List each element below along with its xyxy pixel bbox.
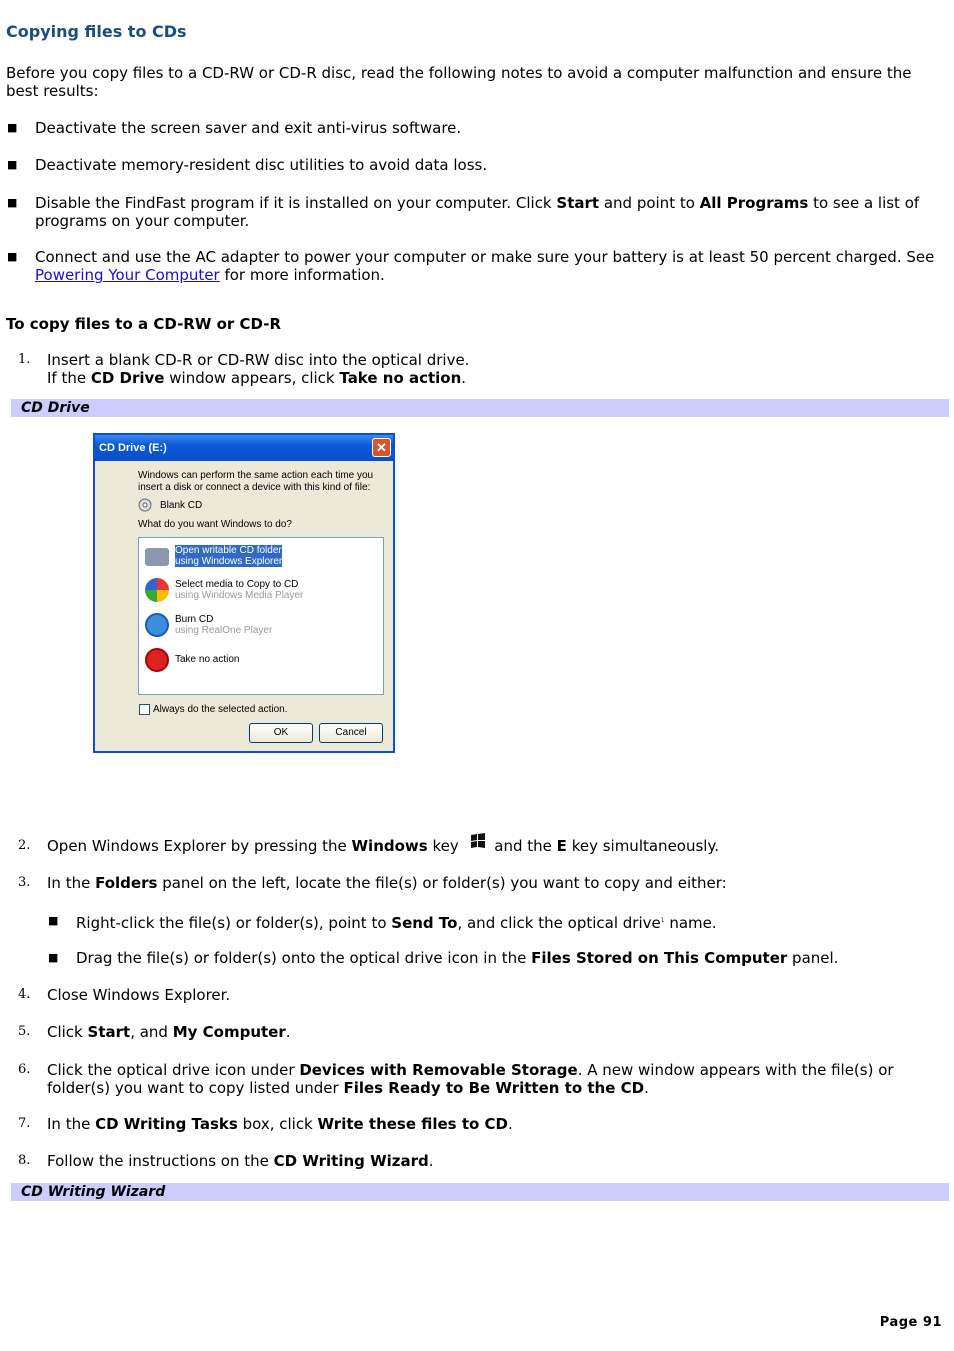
step-3: In the Folders panel on the left, locate the file(s) or folder(s) you want to copy and either: xyxy=(47,874,727,892)
always-checkbox xyxy=(139,704,150,715)
step-number: 3. xyxy=(18,875,31,890)
note-2: Deactivate memory-resident disc utilities to avoid data loss. xyxy=(35,156,488,174)
step-7: In the CD Writing Tasks box, click Write these files to CD. xyxy=(47,1115,513,1133)
step-1: Insert a blank CD-R or CD-RW disc into the optical drive. If the CD Drive window appears, click Take no action. xyxy=(47,351,470,387)
step-2: Open Windows Explorer by pressing the Windows key and the E key simultaneously. xyxy=(47,837,719,855)
cd-icon xyxy=(138,498,156,512)
dialog-title-bar: CD Drive (E:) xyxy=(95,435,393,461)
note-3: Disable the FindFast program if it is installed on your computer. Click Start and point to All Programs to see a list of programs on your computer. xyxy=(35,194,920,230)
intro-paragraph: Before you copy files to a CD-RW or CD-R disc, read the following notes to avoid a computer malfunction and ensure the best results: xyxy=(6,64,912,100)
step-6: Click the optical drive icon under Devices with Removable Storage. A new window appears with the file(s) or folder(s) you want to copy listed under Files Ready to Be Written to the CD. xyxy=(47,1061,894,1097)
page-title: Copying files to CDs xyxy=(6,22,187,41)
note-4: Connect and use the AC adapter to power your computer or make sure your battery is at least 50 percent charged. See Powering Your Computer for more information. xyxy=(35,248,935,284)
dialog-description: Windows can perform the same action each time you insert a disk or connect a device with this kind of file: xyxy=(138,470,374,493)
bullet-icon: ■ xyxy=(48,914,59,927)
action-list: Open writable CD folder using Windows Explorer Select media to Copy to CD using Windows Media Player Burn CD using RealOne Player Take no action xyxy=(138,537,384,695)
dialog-question: What do you want Windows to do? xyxy=(138,519,292,530)
media-player-icon xyxy=(145,578,169,602)
cd-drive-dialog-screenshot xyxy=(93,433,395,753)
step-number: 4. xyxy=(18,987,31,1002)
step-5: Click Start, and My Computer. xyxy=(47,1023,291,1041)
always-label: Always do the selected action. xyxy=(153,704,288,715)
realone-icon xyxy=(145,613,169,637)
content-type-label: Blank CD xyxy=(160,500,203,511)
step-number: 5. xyxy=(18,1024,31,1039)
step-number: 1. xyxy=(18,352,31,367)
step-8: Follow the instructions on the CD Writing Wizard. xyxy=(47,1152,434,1170)
ok-button: OK xyxy=(249,723,313,743)
caption-bar-cd-drive: CD Drive xyxy=(11,399,949,417)
note-1: Deactivate the screen saver and exit anti-virus software. xyxy=(35,119,462,137)
caption-bar-cd-writing-wizard: CD Writing Wizard xyxy=(11,1183,949,1201)
step-number: 7. xyxy=(18,1116,31,1131)
folder-icon xyxy=(145,548,169,566)
step-4: Close Windows Explorer. xyxy=(47,986,231,1004)
step-3-option-2: Drag the file(s) or folder(s) onto the optical drive icon in the Files Stored on This Computer panel. xyxy=(76,949,839,967)
bullet-icon: ■ xyxy=(7,158,18,171)
bullet-icon: ■ xyxy=(48,951,59,964)
procedure-heading: To copy files to a CD-RW or CD-R xyxy=(6,315,282,333)
step-number: 6. xyxy=(18,1062,31,1077)
step-3-option-1: Right-click the file(s) or folder(s), point to Send To, and click the optical drive$^1$ name. xyxy=(76,914,717,932)
windows-logo-icon xyxy=(468,831,488,851)
step-number: 8. xyxy=(18,1153,31,1168)
bullet-icon: ■ xyxy=(7,121,18,134)
no-action-icon xyxy=(145,648,169,672)
step-number: 2. xyxy=(18,838,31,853)
bullet-icon: ■ xyxy=(7,196,18,209)
page-number: Page 91 xyxy=(879,1315,942,1330)
close-icon: ✕ xyxy=(372,438,391,457)
footnote-link[interactable]: 1 xyxy=(660,917,665,924)
bullet-icon: ■ xyxy=(7,250,18,263)
cancel-button: Cancel xyxy=(319,723,383,743)
powering-your-computer-link[interactable]: Powering Your Computer xyxy=(35,266,220,284)
